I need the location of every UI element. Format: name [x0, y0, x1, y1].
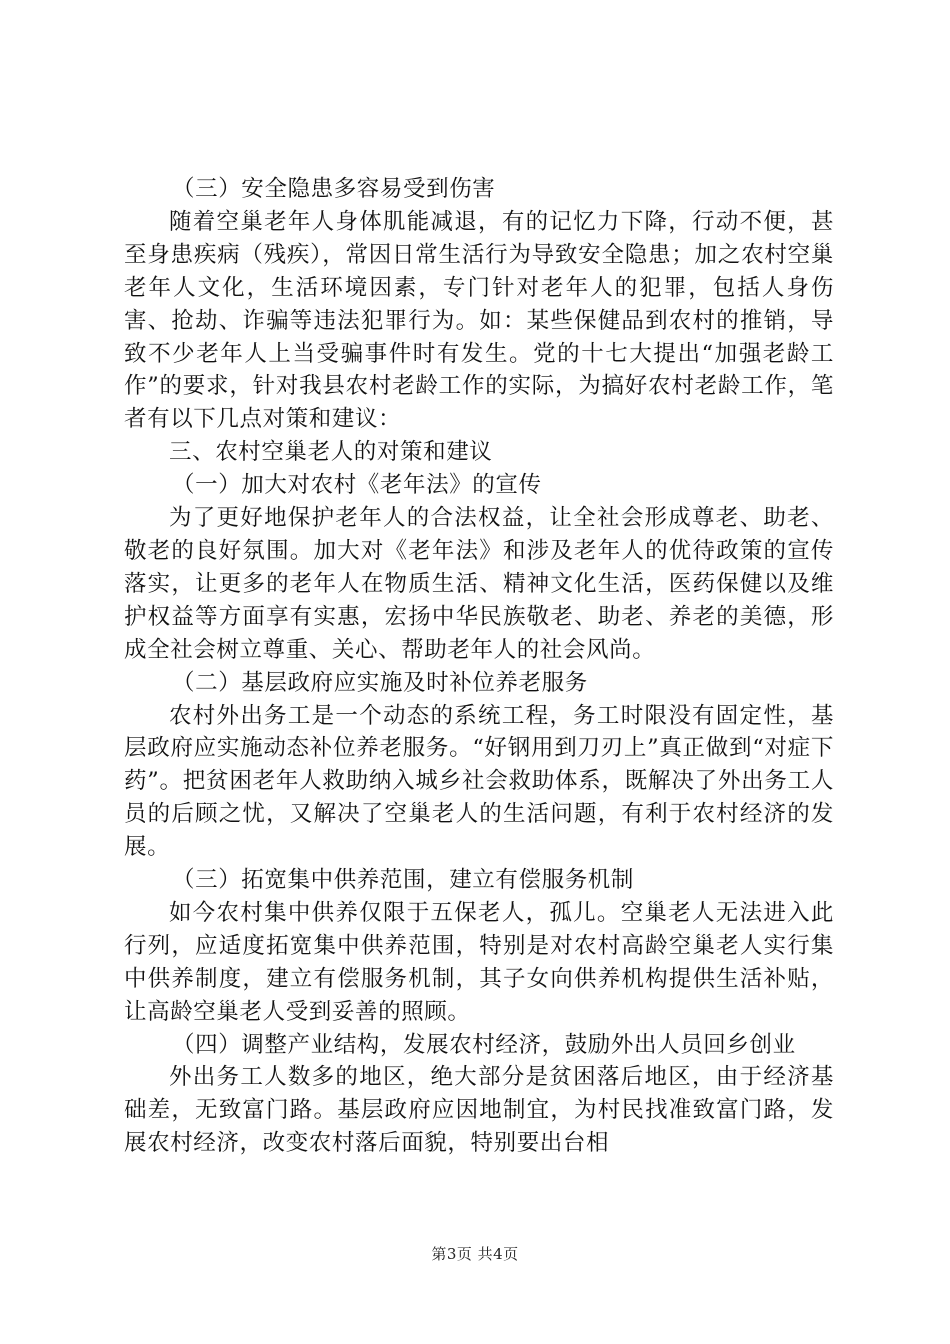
document-body: [124, 173, 834, 1160]
body-paragraph: 如今农村集中供养仅限于五保老人，孤儿。空巢老人无法进入此行列，应适度拓宽集中供养范围，特别是对农村高龄空巢老人实行集中供养制度，建立有偿服务机制，其子女向供养机构提供生活补贴，让高龄空巢老人受到妥善的照顾。: [124, 899, 834, 1025]
subsection-heading-industry-structure: （四）调整产业结构，发展农村经济，鼓励外出人员回乡创业: [172, 1031, 796, 1058]
body-paragraph: 随着空巢老年人身体肌能减退，有的记忆力下降，行动不便，甚至身患疾病（残疾），常因日常生活行为导致安全隐患；加之农村空巢老年人文化，生活环境因素，专门针对老年人的犯罪，包括人身伤害、抢劫、诈骗等违法犯罪行为。如：某些保健品到农村的推销，导致不少老年人上当受骗事件时有发生。党的十七大提出“加强老龄工作”的要求，针对我县农村老龄工作的实际，为搞好农村老龄工作，笔者有以下几点对策和建议：: [124, 208, 834, 433]
subsection-heading-government-service: （二）基层政府应实施及时补位养老服务: [172, 669, 588, 696]
section-heading-countermeasures: 三、农村空巢老人的对策和建议: [169, 439, 493, 466]
subsection-heading-publicity: （一）加大对农村《老年法》的宣传: [172, 472, 542, 499]
section-heading-safety-risks: （三）安全隐患多容易受到伤害: [172, 176, 496, 202]
body-paragraph: 农村外出务工是一个动态的系统工程，务工时限没有固定性，基层政府应实施动态补位养老服务。“好钢用到刀刃上”真正做到“对症下药”。把贫困老年人救助纳入城乡社会救助体系，既解决了外出务工人员的后顾之忧，又解决了空巢老人的生活问题，有利于农村经济的发展。: [124, 702, 834, 861]
body-paragraph: 外出务工人数多的地区，绝大部分是贫困落后地区，由于经济基础差，无致富门路。基层政府应因地制宜，为村民找准致富门路，发展农村经济，改变农村落后面貌，特别要出台相: [124, 1064, 834, 1157]
body-paragraph: 为了更好地保护老年人的合法权益，让全社会形成尊老、助老、敬老的良好氛围。加大对《老年法》和涉及老年人的优待政策的宣传落实，让更多的老年人在物质生活、精神文化生活，医药保健以及维护权益等方面享有实惠，宏扬中华民族敬老、助老、养老的美德，形成全社会树立尊重、关心、帮助老年人的社会风尚。: [124, 505, 834, 663]
subsection-heading-centralized-support: （三）拓宽集中供养范围，建立有偿服务机制: [172, 867, 635, 894]
page-footer: 第3页 共4页: [431, 1245, 519, 1263]
